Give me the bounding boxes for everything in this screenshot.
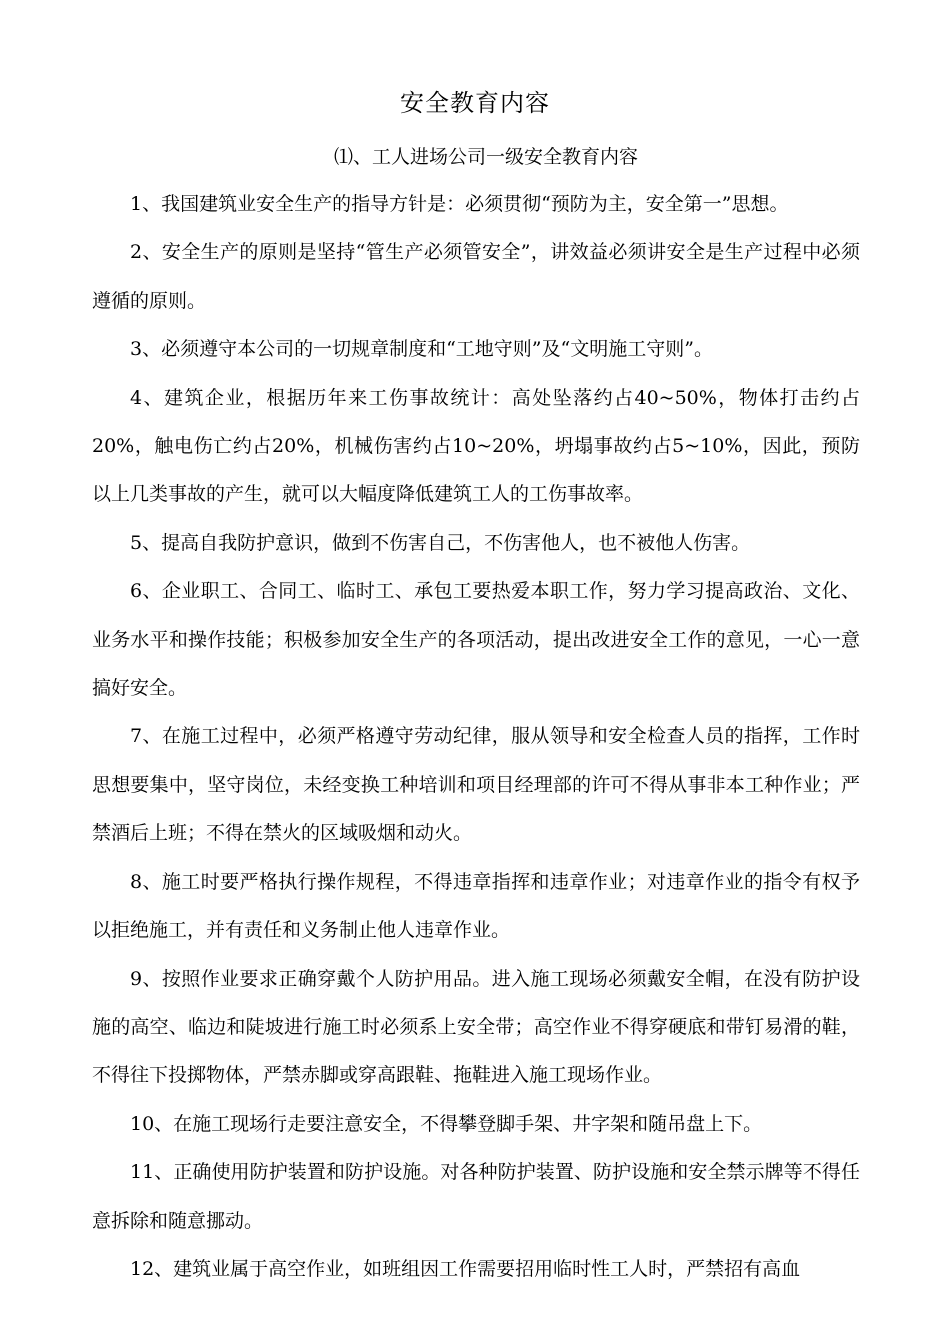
paragraph-3: 3、必须遵守本公司的一切规章制度和“工地守则”及“文明施工守则”。 [130, 338, 713, 361]
paragraph-12: 12、建筑业属于高空作业，如班组因工作需要招用临时性工人时，严禁招有高血 [130, 1257, 801, 1280]
document-body [92, 180, 860, 1293]
paragraph-6: 6、企业职工、合同工、临时工、承包工要热爱本职工作，努力学习提高政治、文化、业务水平和操作技能；积极参加安全生产的各项活动，提出改进安全工作的意见，一心一意搞好安全。 [92, 580, 860, 700]
paragraph-2: 2、安全生产的原则是坚持“管生产必须管安全”，讲效益必须讲安全是生产过程中必须遵循的原则。 [92, 241, 860, 312]
paragraph-7: 7、在施工过程中，必须严格遵守劳动纪律，服从领导和安全检查人员的指挥，工作时思想要集中，坚守岗位，未经变换工种培训和项目经理部的许可不得从事非本工种作业；严禁酒后上班；不得在禁火的区域吸烟和动火。 [92, 725, 860, 845]
paragraph-4: 4、建筑企业，根据历年来工伤事故统计：高处坠落约占40~50%，物体打击约占20%，触电伤亡约占20%，机械伤害约占10~20%，坍塌事故约占5~10%，因此，预防以上几类事故的产生，就可以大幅度降低建筑工人的工伤事故率。 [92, 386, 860, 506]
paragraph-9: 9、按照作业要求正确穿戴个人防护用品。进入施工现场必须戴安全帽，在没有防护设施的高空、临边和陡坡进行施工时必须系上安全带；高空作业不得穿硬底和带钉易滑的鞋，不得往下投掷物体，严禁赤脚或穿高跟鞋、拖鞋进入施工现场作业。 [92, 967, 860, 1087]
section-heading: ⑴、工人进场公司一级安全教育内容 [333, 146, 638, 168]
paragraph-10: 10、在施工现场行走要注意安全，不得攀登脚手架、井字架和随吊盘上下。 [130, 1112, 763, 1135]
document-title: 安全教育内容 [400, 89, 550, 117]
paragraph-5: 5、提高自我防护意识，做到不伤害自己，不伤害他人，也不被他人伤害。 [130, 531, 751, 554]
paragraph-8: 8、施工时要严格执行操作规程，不得违章指挥和违章作业；对违章作业的指令有权予以拒绝施工，并有责任和义务制止他人违章作业。 [92, 870, 860, 942]
paragraph-1: 1、我国建筑业安全生产的指导方针是：必须贯彻“预防为主，安全第一”思想。 [130, 193, 789, 215]
paragraph-11: 11、正确使用防护装置和防护设施。对各种防护装置、防护设施和安全禁示牌等不得任意拆除和随意挪动。 [92, 1161, 860, 1232]
